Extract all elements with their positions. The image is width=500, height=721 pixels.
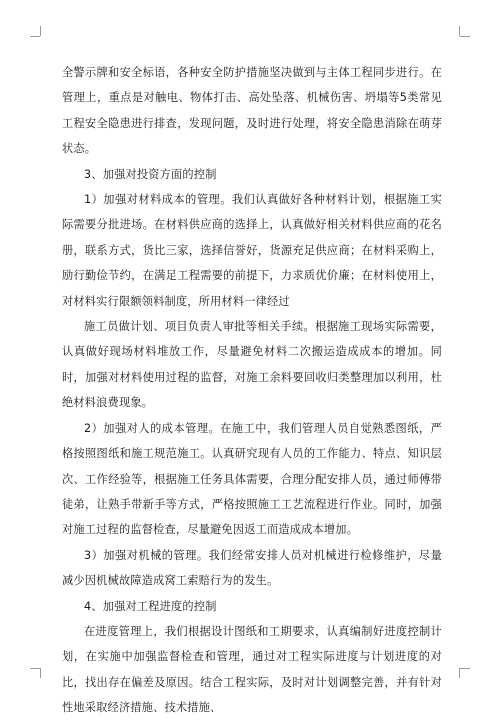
crop-mark-top-left-h	[30, 36, 40, 37]
body-text	[62, 60, 442, 721]
crop-mark-top-right	[459, 26, 460, 36]
crop-mark-bottom-right-h	[460, 668, 470, 669]
crop-mark-bottom-left-h	[30, 668, 40, 669]
paragraph-safety-continued: 全警示牌和安全标语，各种安全防护措施坚决做到与主体工程同步进行。在管理上，重点是对触电、物体打击、高处坠落、机械伤害、坍塌等5类常见工程安全隐患进行排查，发现问题，及时进行处理，将安全隐患消除在萌芽状态。	[62, 66, 442, 156]
crop-mark-top-right-h	[460, 36, 470, 37]
paragraph-labor-cost: 2）加强对人的成本管理。在施工中，我们管理人员自觉熟悉图纸，严格按照图纸和施工规范施工。认真研究现有人员的工作能力、特点、知识层次、工作经验等，根据施工任务具体需要，合理分配安排人员，通过师傅带徒弟，让熟手带新手等方式，严格按照施工工艺流程进行作业。同时，加强对施工过程的监督检查，尽量避免因返工而造成成本增加。	[62, 421, 442, 537]
crop-mark-bottom-right	[459, 668, 460, 678]
paragraph-material-cost: 1）加强对材料成本的管理。我们认真做好各种材料计划，根据施工实际需要分批进场。在材料供应商的选择上，认真做好相关材料供应商的花名册，联系方式，货比三家，选择信誉好，货源充足供应商；在材料采购上，励行勤俭节约，在满足工程需要的前提下，力求质优价廉；在材料使用上，对材料实行限额领料制度，所用材料一律经过	[62, 193, 442, 308]
paragraph-material-procedures: 施工员做计划、项目负责人审批等相关手续。根据施工现场实际需要，认真做好现场材料堆放工作，尽量避免材料二次搬运造成成本的增加。同时，加强对材料使用过程的监督，对施工余料要回收归类整理加以利用，杜绝材料浪费现象。	[62, 320, 442, 410]
crop-mark-bottom-left	[40, 668, 41, 678]
heading-investment-control: 3、加强对投资方面的控制	[84, 167, 217, 181]
crop-mark-top-left	[40, 26, 41, 36]
paragraph-schedule-management: 在进度管理上，我们根据设计图纸和工期要求，认真编制好进度控制计划，在实施中加强监督检查和管理，通过对工程实际进度与计划进度的对比，找出存在偏差及原因。结合工程实际，及时对计划调整完善，并有针对性地采取经济措施、技术措施、	[62, 624, 442, 715]
heading-schedule-control: 4、加强对工程进度的控制	[84, 599, 217, 613]
paragraph-machinery: 3）加强对机械的管理。我们经常安排人员对机械进行检修维护，尽量减少因机械故障造成窝工索赔行为的发生。	[62, 548, 442, 588]
